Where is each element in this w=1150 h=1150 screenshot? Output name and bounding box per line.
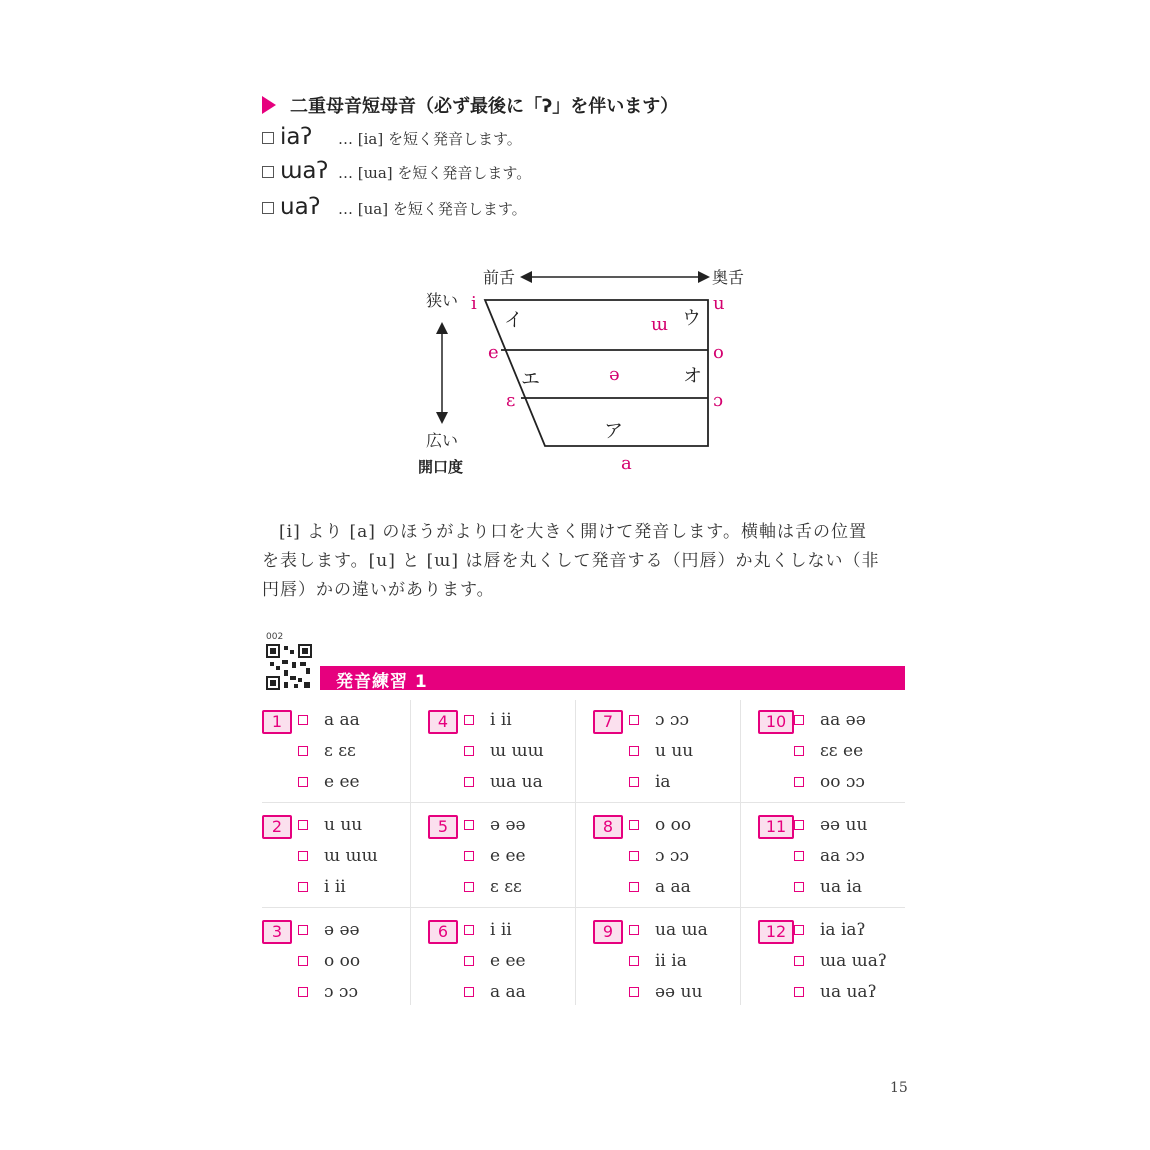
ipa-open-e: ɛ [506,390,516,411]
checkbox-icon[interactable] [298,715,308,725]
practice-line[interactable] [298,815,362,835]
checkbox-icon[interactable] [464,925,474,935]
checkbox-icon[interactable] [298,987,308,997]
practice-line[interactable] [794,741,863,761]
practice-line[interactable] [298,741,356,761]
vowel-word: uaʔ [280,194,321,220]
practice-text: ɔ ɔɔ [324,982,358,1002]
back-tongue-label: 奥舌 [712,268,745,287]
practice-line[interactable] [629,846,689,866]
practice-text: ua ɯa [655,920,708,940]
practice-line[interactable] [794,982,877,1002]
kana-o: オ [683,365,703,387]
checkbox-icon[interactable] [464,746,474,756]
practice-line[interactable] [794,772,865,792]
checkbox-icon[interactable] [794,777,804,787]
vowel-description: … [ua] を短く発音します。 [338,200,527,218]
checkbox-icon[interactable] [464,820,474,830]
practice-text: ɯa ua [490,772,543,792]
explanation-paragraph [262,518,907,605]
opening-degree-label: 開口度 [418,458,464,476]
practice-line[interactable] [794,846,865,866]
practice-line[interactable] [298,920,360,940]
vowel-description: … [ia] を短く発音します。 [338,130,522,148]
practice-text: ɯ ɯɯ [490,741,544,761]
practice-line[interactable] [464,920,512,940]
item-number: 10 [758,710,794,734]
item-number: 11 [758,815,794,839]
checkbox-icon[interactable] [464,882,474,892]
practice-text: o oo [324,951,361,971]
checkbox-icon[interactable] [629,851,639,861]
practice-text: ua uaʔ [820,982,877,1002]
practice-line[interactable] [298,877,346,897]
practice-text: ii ia [655,951,687,971]
practice-text: a aa [655,877,691,897]
checkbox-icon[interactable] [464,851,474,861]
practice-item [593,910,751,1010]
practice-line[interactable] [629,772,671,792]
practice-text: ɔ ɔɔ [655,710,689,730]
practice-line[interactable] [298,951,360,971]
practice-item [428,700,586,800]
qr-code-icon[interactable] [266,644,312,690]
practice-item [758,700,916,800]
practice-text: e ee [490,951,526,971]
narrow-label: 狭い [426,291,459,310]
practice-line[interactable] [629,920,708,940]
practice-text: u uu [324,815,363,835]
checkbox-icon[interactable] [794,715,804,725]
practice-line[interactable] [464,846,526,866]
practice-text: a aa [490,982,526,1002]
practice-item [758,805,916,905]
item-number: 4 [428,710,458,734]
practice-line[interactable] [298,772,360,792]
item-number: 3 [262,920,292,944]
ipa-open-o: ɔ [713,390,724,411]
practice-text: ia [655,772,671,792]
practice-text: ə əə [490,815,526,835]
practice-line[interactable] [464,982,526,1002]
checkbox-icon[interactable] [629,777,639,787]
practice-text: o oo [655,815,692,835]
checkbox-icon[interactable] [298,851,308,861]
practice-line[interactable] [629,982,702,1002]
checkbox-icon[interactable] [298,956,308,966]
paragraph-line: を表します。[u] と [ɯ] は唇を丸くして発音する（円唇）か丸くしない（非 [262,551,880,571]
checkbox-icon[interactable] [464,715,474,725]
practice-item [262,910,420,1010]
vowel-chart-diagram [0,0,1150,500]
section-title: 二重母音短母音（必ず最後に「ʔ」を伴います） [290,96,679,117]
checkbox-icon[interactable] [629,882,639,892]
checkbox-icon[interactable] [629,715,639,725]
checkbox-icon[interactable] [629,746,639,756]
row-divider [262,907,905,908]
item-number: 5 [428,815,458,839]
practice-item [428,805,586,905]
practice-line[interactable] [464,710,512,730]
checkbox-icon[interactable] [629,956,639,966]
ipa-i: i [471,293,477,314]
checkbox-icon[interactable] [464,956,474,966]
checkbox-icon[interactable] [298,882,308,892]
row-divider [262,802,905,803]
practice-text: aa əə [820,710,866,730]
checkbox-icon[interactable] [794,851,804,861]
practice-header-bar [320,666,905,690]
ipa-o: o [713,342,724,363]
kana-e: エ [521,368,541,390]
item-number: 9 [593,920,623,944]
kana-u: ウ [682,307,702,329]
ipa-e: e [488,342,499,363]
practice-text: i ii [324,877,346,897]
checkbox-icon[interactable] [794,746,804,756]
checkbox-icon[interactable] [298,777,308,787]
practice-line[interactable] [794,815,867,835]
practice-item [593,700,751,800]
practice-title: 発音練習 1 [336,672,428,692]
practice-text: u uu [655,741,694,761]
practice-line[interactable] [629,815,691,835]
ipa-u: u [713,293,725,314]
practice-line[interactable] [794,951,887,971]
item-number: 6 [428,920,458,944]
practice-item [428,910,586,1010]
practice-line[interactable] [629,877,691,897]
practice-text: e ee [490,846,526,866]
practice-text: e ee [324,772,360,792]
practice-line[interactable] [464,815,526,835]
checkbox-icon[interactable] [794,882,804,892]
paragraph-line: [i] より [a] のほうがより口を大きく開けて発音します。横軸は舌の位置 [279,522,867,542]
checkbox-icon[interactable] [794,925,804,935]
practice-text: ua ia [820,877,863,897]
practice-text: ɛ ɛɛ [490,877,522,897]
practice-item [262,805,420,905]
kana-i: イ [504,309,524,331]
practice-text: oo ɔɔ [820,772,865,792]
front-tongue-label: 前舌 [483,268,516,287]
ipa-unrounded-u: ɯ [651,314,669,335]
practice-line[interactable] [464,772,543,792]
checkbox-icon[interactable] [794,956,804,966]
practice-text: aa ɔɔ [820,846,865,866]
checkbox-icon[interactable] [794,820,804,830]
checkbox-icon[interactable] [298,820,308,830]
practice-line[interactable] [629,741,693,761]
checkbox-icon[interactable] [298,746,308,756]
checkbox-icon[interactable] [794,987,804,997]
practice-item [262,700,420,800]
practice-line[interactable] [298,710,360,730]
checkbox-icon[interactable] [629,987,639,997]
item-number: 2 [262,815,292,839]
practice-text: ɯa ɯaʔ [820,951,888,971]
item-number: 8 [593,815,623,839]
practice-line[interactable] [298,846,378,866]
vowel-description: … [ɯa] を短く発音します。 [338,164,532,182]
practice-line[interactable] [794,920,866,940]
ipa-schwa: ə [609,364,620,385]
practice-text: ɛɛ ee [820,741,864,761]
practice-text: i ii [490,710,512,730]
checkbox-icon[interactable] [464,777,474,787]
practice-line[interactable] [629,951,687,971]
item-number: 1 [262,710,292,734]
practice-line[interactable] [794,877,862,897]
practice-line[interactable] [629,710,689,730]
item-number: 12 [758,920,794,944]
practice-line[interactable] [794,710,866,730]
practice-line[interactable] [298,982,358,1002]
practice-line[interactable] [464,741,544,761]
practice-text: ɯ ɯɯ [324,846,378,866]
vowel-word: ɯaʔ [280,158,329,184]
wide-label: 広い [426,431,459,450]
checkbox-icon[interactable] [629,820,639,830]
item-number: 7 [593,710,623,734]
vowel-word: iaʔ [280,124,313,150]
ipa-a: a [621,453,632,474]
checkbox-icon[interactable] [629,925,639,935]
checkbox-icon[interactable] [298,925,308,935]
practice-text: əə uu [655,982,703,1002]
practice-item [593,805,751,905]
paragraph-line: 円唇）かの違いがあります。 [262,580,495,600]
qr-number: 002 [266,632,284,642]
practice-text: i ii [490,920,512,940]
kana-a: ア [604,420,624,442]
checkbox-icon[interactable] [464,987,474,997]
practice-text: əə uu [820,815,868,835]
practice-text: ɔ ɔɔ [655,846,689,866]
practice-line[interactable] [464,951,526,971]
page-number: 15 [890,1080,908,1096]
practice-text: ɛ ɛɛ [324,741,356,761]
practice-item [758,910,916,1010]
practice-text: ia iaʔ [820,920,866,940]
practice-line[interactable] [464,877,522,897]
practice-text: ə əə [324,920,360,940]
practice-text: a aa [324,710,360,730]
